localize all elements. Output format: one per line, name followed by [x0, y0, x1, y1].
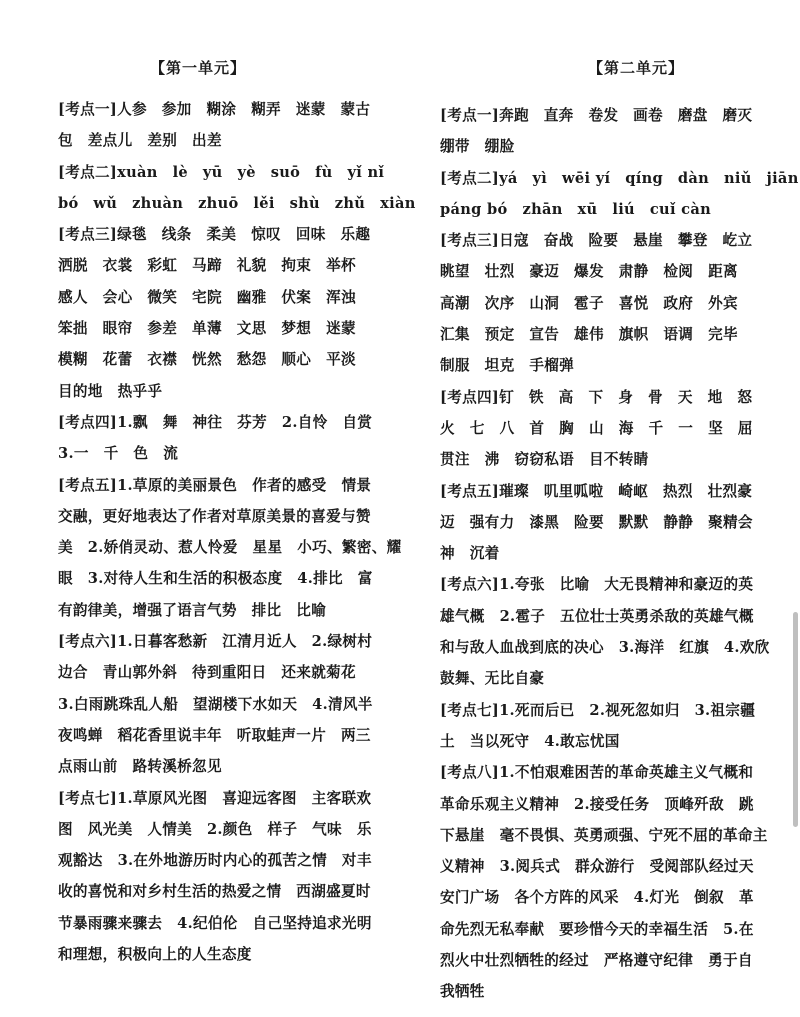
answer-line: [考点五]璀璨 叽里呱啦 崎岖 热烈 壮烈豪 [440, 482, 753, 500]
unit-one-title: 【第一单元】 [150, 59, 247, 77]
answer-line: [考点二]yá yì wēi yí qíng dàn niǔ jiān [440, 169, 799, 187]
answer-line: 收的喜悦和对乡村生活的热爱之情 西湖盛夏时 [58, 883, 371, 901]
answer-line: [考点四]钉 铁 高 下 身 骨 天 地 怒 [440, 388, 753, 406]
answer-line: 模糊 花蕾 衣襟 恍然 愁怨 顺心 平淡 [58, 351, 356, 369]
answer-line: 夜鸣蝉 稻花香里说丰年 听取蛙声一片 两三 [58, 726, 371, 744]
answer-line: 点雨山前 路转溪桥忽见 [58, 758, 222, 776]
answer-line: 革命乐观主义精神 2.接受任务 顶峰歼敌 跳 [440, 795, 754, 813]
answer-line: 和理想，积极向上的人生态度 [58, 946, 252, 964]
answer-line: 眺望 壮烈 豪迈 爆发 肃静 检阅 距离 [440, 263, 738, 281]
answer-line: 交融，更好地表达了作者对草原美景的喜爱与赞 [58, 507, 371, 525]
answer-line: 包 差点儿 差别 出差 [58, 132, 222, 150]
answer-line: 边合 青山郭外斜 待到重阳日 还来就菊花 [58, 664, 356, 682]
answer-line: 感人 会心 微笑 宅院 幽雅 伏案 浑浊 [58, 288, 356, 306]
answer-line: [考点七]1.死而后已 2.视死忽如归 3.祖宗疆 [440, 701, 756, 719]
answer-line: 高潮 次序 山洞 雹子 喜悦 政府 外宾 [440, 294, 738, 312]
answer-line: [考点七]1.草原风光图 喜迎远客图 主客联欢 [58, 789, 372, 807]
answer-line: 土 当以死守 4.敢忘忧国 [440, 732, 620, 750]
answer-line: 鼓舞、无比自豪 [440, 670, 545, 688]
answer-line: 美 2.娇俏灵动、惹人怜爱 星星 小巧、繁密、耀 [58, 539, 402, 557]
answer-line: [考点二]xuàn lè yū yè suō fù yǐ nǐ [58, 163, 385, 181]
answer-line: [考点一]人参 参加 糊涂 糊弄 迷蒙 蒙古 [58, 101, 371, 118]
answer-line: 3.白雨跳珠乱人船 望湖楼下水如天 4.清风半 [58, 695, 373, 713]
answer-line: 下悬崖 毫不畏惧、英勇顽强、宁死不屈的革命主 [440, 826, 768, 844]
answer-line: 烈火中壮烈牺牲的经过 严格遵守纪律 勇于自 [440, 952, 753, 970]
answer-line: 笨拙 眼帘 参差 单薄 文思 梦想 迷蒙 [58, 320, 356, 338]
answer-line: 有韵律美，增强了语言气势 排比 比喻 [58, 601, 327, 619]
answer-line: 和与敌人血战到底的决心 3.海洋 红旗 4.欢欣 [440, 639, 770, 657]
answer-line: [考点八]1.不怕艰难困苦的革命英雄主义气概和 [440, 764, 754, 782]
answer-line: 义精神 3.阅兵式 群众游行 受阅部队经过天 [440, 858, 754, 876]
answer-line: 雄气概 2.雹子 五位壮士英勇杀敌的英雄气概 [440, 607, 754, 625]
answer-line: [考点四]1.飘 舞 神往 芬芳 2.自怜 自赏 [58, 413, 373, 431]
answer-line: 我牺牲 [440, 983, 485, 1001]
answer-line: [考点六]1.日暮客愁新 江清月近人 2.绿树村 [58, 633, 373, 651]
unit-two-title: 【第二单元】 [588, 59, 685, 77]
answer-line: 安门广场 各个方阵的风采 4.灯光 倒叙 革 [440, 889, 754, 907]
answer-line: [考点六]1.夸张 比喻 大无畏精神和豪迈的英 [440, 576, 754, 594]
unit-one-answers [58, 94, 416, 970]
scrollbar[interactable] [793, 612, 798, 827]
answer-line: 节暴雨骤来骤去 4.纪伯伦 自己坚持追求光明 [58, 914, 372, 932]
answer-line: 贯注 沸 窃窃私语 目不转睛 [440, 451, 649, 469]
answer-line: 汇集 预定 宣告 雄伟 旗帜 语调 完毕 [440, 326, 738, 344]
answer-line: [考点一]奔跑 直奔 卷发 画卷 磨盘 磨灭 [440, 107, 753, 124]
answer-line: [考点三]绿毯 线条 柔美 惊叹 回味 乐趣 [58, 226, 371, 244]
answer-line: 绷带 绷脸 [440, 138, 515, 156]
answer-line: 命先烈无私奉献 要珍惜今天的幸福生活 5.在 [440, 920, 754, 938]
answer-line: 目的地 热乎乎 [58, 382, 163, 400]
answer-line: páng bó zhān xū liú cuǐ càn [440, 200, 712, 218]
unit-two-answers [440, 100, 799, 1008]
answer-line: 火 七 八 首 胸 山 海 千 一 坚 屈 [440, 419, 753, 437]
answer-line: 3.一 千 色 流 [58, 445, 179, 463]
answer-line: 图 风光美 人情美 2.颜色 样子 气味 乐 [58, 820, 372, 838]
answer-line: 眼 3.对待人生和生活的积极态度 4.排比 富 [58, 570, 373, 588]
answer-line: [考点五]1.草原的美丽景色 作者的感受 情景 [58, 476, 372, 494]
answer-line: 迈 强有力 漆黑 险要 默默 静静 聚精会 [440, 513, 753, 531]
answer-line: bó wǔ zhuàn zhuō lěi shù zhǔ xiàn [58, 194, 416, 212]
answer-line: 制服 坦克 手榴弹 [440, 357, 575, 375]
answer-line: 洒脱 衣裳 彩虹 马蹄 礼貌 拘束 举杯 [58, 257, 356, 275]
answer-line: 神 沉着 [440, 545, 500, 563]
answer-line: [考点三]日寇 奋战 险要 悬崖 攀登 屹立 [440, 232, 753, 250]
answer-line: 观豁达 3.在外地游历时内心的孤苦之情 对丰 [58, 852, 372, 870]
